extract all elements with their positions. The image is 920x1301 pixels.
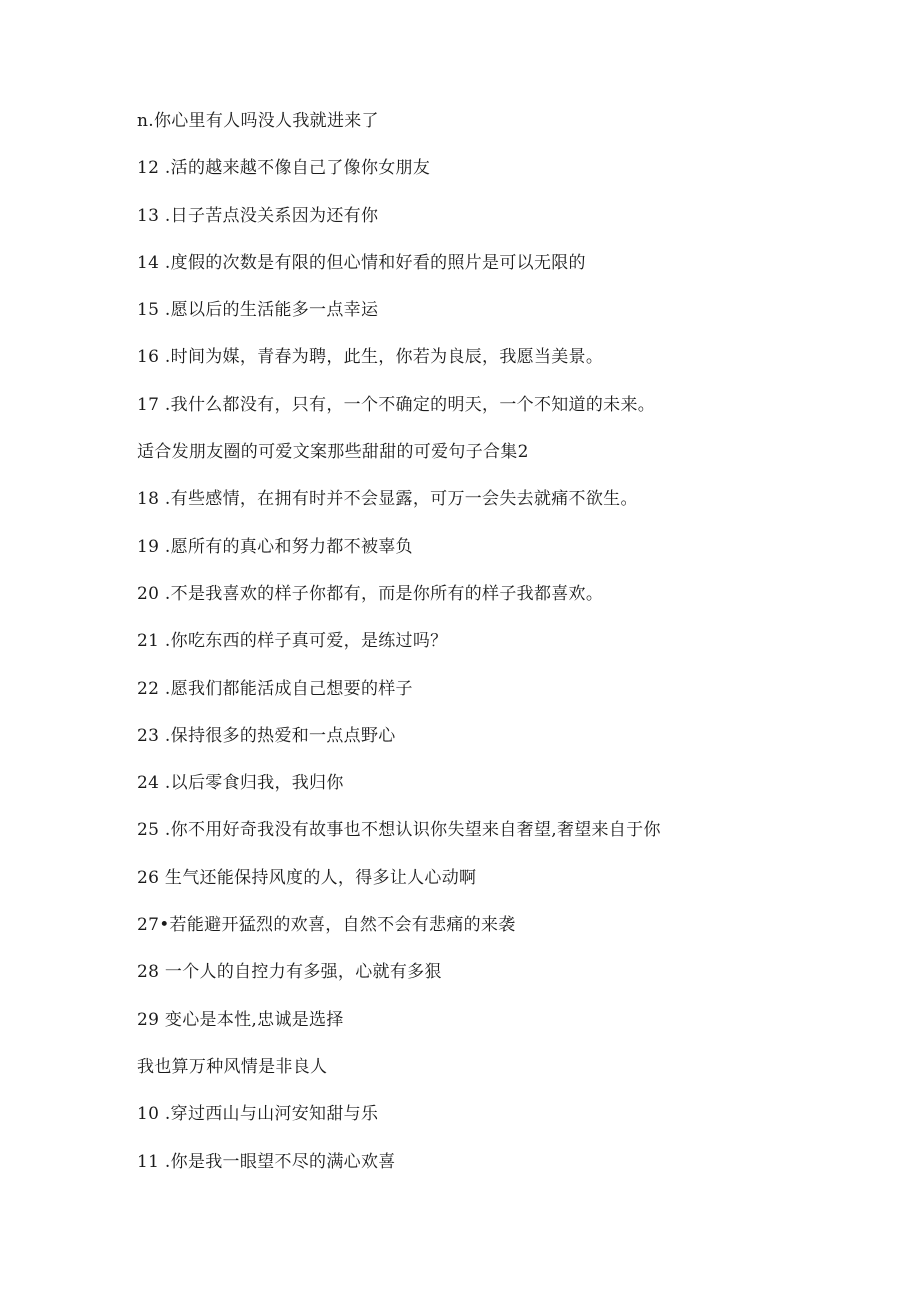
text-line: 21 .你吃东西的样子真可爱，是练过吗？ xyxy=(137,631,448,652)
text-line: 27•若能避开猛烈的欢喜，自然不会有悲痛的来袭 xyxy=(137,915,516,936)
text-line: 18 .有些感情，在拥有时并不会显露，可万一会失去就痛不欲生。 xyxy=(137,489,638,510)
text-line: 19 .愿所有的真心和努力都不被辜负 xyxy=(137,536,413,557)
text-line: 26 生气还能保持风度的人，得多让人心动啊 xyxy=(137,867,477,888)
text-line: 20 .不是我喜欢的样子你都有，而是你所有的样子我都喜欢。 xyxy=(137,583,604,604)
text-line: 24 .以后零食归我，我归你 xyxy=(137,773,344,794)
text-line: 我也算万种风情是非良人 xyxy=(137,1056,328,1077)
text-line: 28 一个人的自控力有多强，心就有多狠 xyxy=(137,962,442,983)
text-line: 29 变心是本性,忠诚是选择 xyxy=(137,1009,344,1030)
text-line: 12 .活的越来越不像自己了像你女朋友 xyxy=(137,158,431,179)
text-line: 25 .你不用好奇我没有故事也不想认识你失望来自奢望,奢望来自于你 xyxy=(137,820,661,841)
section-heading: 适合发朋友圈的可爱文案那些甜甜的可爱句子合集2 xyxy=(137,442,529,463)
text-line: 16 .时间为媒，青春为聘，此生，你若为良辰，我愿当美景。 xyxy=(137,347,604,368)
text-line: 15 .愿以后的生活能多一点幸运 xyxy=(137,300,379,321)
text-line: n.你心里有人吗没人我就进来了 xyxy=(137,111,379,131)
text-line: 13 .日子苦点没关系因为还有你 xyxy=(137,205,379,226)
text-line: 22 .愿我们都能活成自己想要的样子 xyxy=(137,678,413,699)
text-lines xyxy=(137,107,877,1195)
text-line: 17 .我什么都没有，只有，一个不确定的明天，一个不知道的未来。 xyxy=(137,394,656,415)
text-line: 10 .穿过西山与山河安知甜与乐 xyxy=(137,1104,379,1125)
text-line: 11 .你是我一眼望不尽的满心欢喜 xyxy=(137,1151,396,1172)
text-line: 14 .度假的次数是有限的但心情和好看的照片是可以无限的 xyxy=(137,252,586,273)
text-line: 23 .保持很多的热爱和一点点野心 xyxy=(137,725,396,746)
